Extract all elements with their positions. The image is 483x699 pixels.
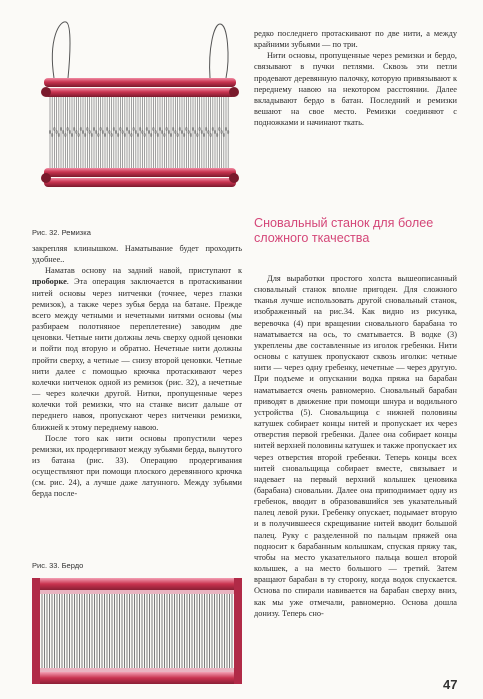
paragraph: закрепляя клинышком. Наматывание будет проходить удобнее.. (32, 244, 242, 265)
paragraph: После того как нити основы пропустили через ремизки, их продергивают между зубьями берда, вынутого из батана (рис. 33). Операцию продергивания осуществляют при помощи плоского деревянного крючка (см. рис. 24), а лучше даже латунного. Между зубьями берда после- (32, 433, 242, 499)
right-column-main-text (254, 273, 457, 619)
figure-reed-illustration (32, 572, 242, 692)
figure-heddle-frame-illustration (40, 18, 240, 213)
paragraph: Для выработки простого холста вышеописанный сновальный станок вполне пригоден. Для сложного тканья лучше использовать другой сновальный станок, изображенный на рис.34. Как видно из рисунка, веревочка (4) при вращении сновального барабана то наматывается на ось, то сматывается. В водке (3) укреплены две составленные из иголок гребенки. Нити основы с катушек пропускают сквозь иголки: четные нити — через одну гребенку, нечетные — через другую. При подъеме и опускании водка пряжа на барабан наматывается очень равномерно. Сновальный барабан приводят в движение при помощи шнура и водильного устройства (5). Сновальщица с нижней половины катушек собирает концы нитей и пропускает их через отверстия первой гребенки. Далее она собирает концы нитей верхней половины катушек и также пропускает их через отверстия второй гребенки. Теперь концы всех нитей сновальщица собирает вместе, связывает и надевает на первый верхний колышек ценовика (барабана) сновальни. Далее она приподнимает одну из гребенок, вводит в образовавшийся зев указательный палец левой руки. Гребенку опускает, подымает вторую и в получившееся скрещивание нитей вводит большой палец. Руку с разделенной по пальцам пряжей она подносит к барабанным колышкам, спуская пряжу так, чтобы на место указательного пальца вошел второй колышек, а на место большого — третий. Затем вращают барабан в ту сторону, когда водок спускается. Основа по спирали навивается на барабан сверху вниз, как мы уже отмечали, равномерно. Основа дошла донизу. Теперь сно- (254, 274, 457, 618)
right-column-top-text (254, 28, 457, 128)
paragraph: Наматав основу на задний навой, приступают к проборке. Эта операция заключается в протаскивании нитей основы через нитченки (точнее, через глазки ремизок), а также через зубья берда на батане. Прежде всего между четными и нечетными нитями основы (мы разбираем полотняное переплетение) заводим две ценовки. Четные нити должны лечь сверху одной ценовки и пойти под вторую и обратно. Нечетные нити должны пройти сверху, а четные — снизу второй ценовки. Четные нити далее с помощью крючка протаскивают через колечки нитченок одной из ремизок (рис. 32), а нечетные — через колечки другой. Нитки, пропущенные через колечки той ремизки, что на станке висит дальше от переднего навоя, пропускают через нитченки ремизки, ближней к этому переднему навою. (32, 266, 242, 432)
paragraph: редко последнего протаскивают по две нити, а между крайними зубьями — по три. (254, 29, 457, 50)
page-number: 47 (443, 677, 458, 692)
figure-33-caption: Рис. 33. Бердо (32, 561, 84, 570)
figure-32-caption: Рис. 32. Ремизка (32, 228, 91, 237)
section-heading: Сновальный станок для более сложного ткачества (254, 216, 434, 245)
left-column-text (32, 243, 242, 500)
paragraph: Нити основы, пропущенные через ремизки и бердо, связывают в пучки петлями. Сквозь эти петли продевают деревянную палочку, которую привязывают к переднему навою на некотором расстоянии. Далее вкладывают бердо в батан. Последний и ремизки вешают на свое место. Ремизки соединяют с подножками и начинают ткать. (254, 51, 457, 128)
bold-term: проборке (32, 277, 67, 287)
